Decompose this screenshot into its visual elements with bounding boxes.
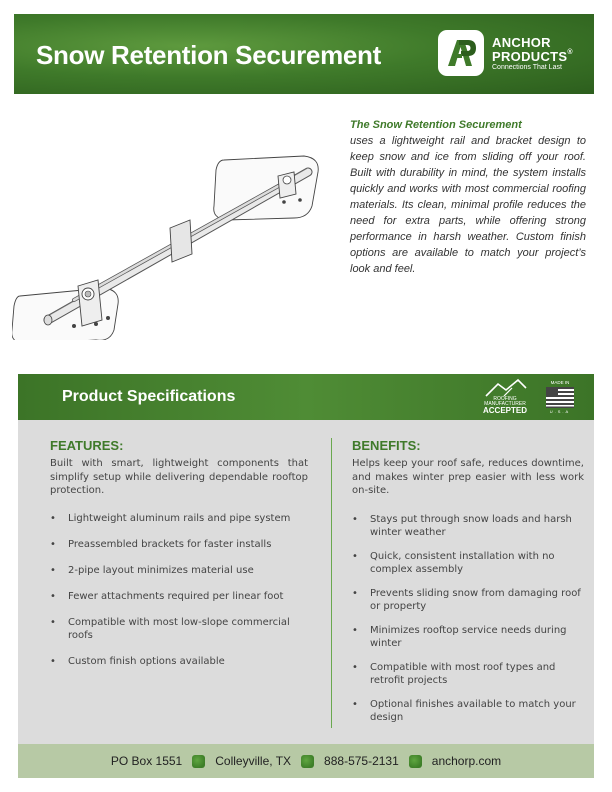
- green-square-separator-icon: [301, 755, 314, 768]
- feature-item: • Fewer attachments required per linear foot: [50, 590, 308, 604]
- benefits-list: [352, 513, 584, 725]
- footer-address: PO Box 1551: [110, 754, 183, 768]
- logo-line-1: ANCHOR: [492, 35, 551, 50]
- product-specifications-panel: [18, 374, 594, 746]
- benefit-item: • Optional finishes available to match your design: [352, 698, 584, 725]
- intro-paragraph: [350, 117, 586, 277]
- benefits-heading: BENEFITS:: [352, 438, 421, 453]
- badge-usa-bottom-text: U.S.A: [549, 409, 571, 414]
- made-in-usa-badge: [544, 380, 576, 414]
- green-square-separator-icon: [409, 755, 422, 768]
- specifications-title: Product Specifications: [62, 388, 236, 405]
- feature-item: • Custom finish options available: [50, 655, 308, 669]
- benefits-column: [352, 438, 584, 735]
- features-column: [50, 438, 308, 681]
- intro-body: uses a lightweight rail and bracket design to keep snow and ice from sliding off your roof. Built with durability in mind, the system installs quickly and works with most commercial roofing materials. Its clean, minimal profile reduces the need for extra parts, while offering strong performance in harsh weather. Custom finish options are available to match your project’s look and feel.: [350, 135, 586, 275]
- header-banner: [14, 14, 594, 94]
- features-intro: Built with smart, lightweight components that simplify setup while delivering dependable rooftop protection.: [50, 458, 308, 496]
- anchor-products-logo: [438, 30, 588, 76]
- feature-item: • Lightweight aluminum rails and pipe system: [50, 512, 308, 526]
- benefit-item: • Stays put through snow loads and harsh winter weather: [352, 513, 584, 540]
- page-title: Snow Retention Securement: [36, 40, 381, 70]
- contact-footer: [18, 744, 594, 778]
- us-flag-icon: [546, 387, 574, 408]
- feature-item: • 2-pipe layout minimizes material use: [50, 564, 308, 578]
- badge-roofing-line-1: ROOFING: [493, 396, 517, 402]
- badge-roofing-line-2: MANUFACTURER: [484, 401, 526, 407]
- footer-website-link[interactable]: anchorp.com: [431, 754, 502, 768]
- features-heading: FEATURES:: [50, 438, 124, 453]
- footer-phone[interactable]: 888-575-2131: [324, 754, 399, 768]
- roof-outline-icon: [480, 378, 530, 398]
- badge-usa-top-text: MADE IN: [550, 380, 570, 385]
- specifications-header: [18, 374, 594, 420]
- benefit-item: • Compatible with most roof types and retrofit projects: [352, 661, 584, 688]
- badge-roofing-line-3: ACCEPTED: [482, 406, 527, 415]
- benefit-item: • Minimizes rooftop service needs during winter: [352, 624, 584, 651]
- benefits-intro: Helps keep your roof safe, reduces downtime, and makes winter prep easier with less work on-site.: [352, 458, 584, 496]
- green-square-separator-icon: [192, 755, 205, 768]
- anchor-logo-icon: [438, 30, 484, 76]
- product-illustration: [12, 150, 340, 340]
- benefit-item: • Quick, consistent installation with no complex assembly: [352, 550, 584, 577]
- intro-title: The Snow Retention Securement: [350, 119, 522, 131]
- footer-city: Colleyville, TX: [215, 754, 292, 768]
- roofing-manufacturer-accepted-badge: [480, 378, 530, 416]
- feature-item: • Compatible with most low-slope commercial roofs: [50, 616, 308, 643]
- benefit-item: • Prevents sliding snow from damaging roof or property: [352, 587, 584, 614]
- feature-item: • Preassembled brackets for faster installs: [50, 538, 308, 552]
- column-divider: [331, 438, 332, 728]
- logo-line-2: PRODUCTS®: [492, 49, 573, 64]
- features-list: [50, 512, 308, 669]
- registered-mark: ®: [567, 49, 573, 56]
- logo-tagline: Connections That Last: [492, 64, 562, 71]
